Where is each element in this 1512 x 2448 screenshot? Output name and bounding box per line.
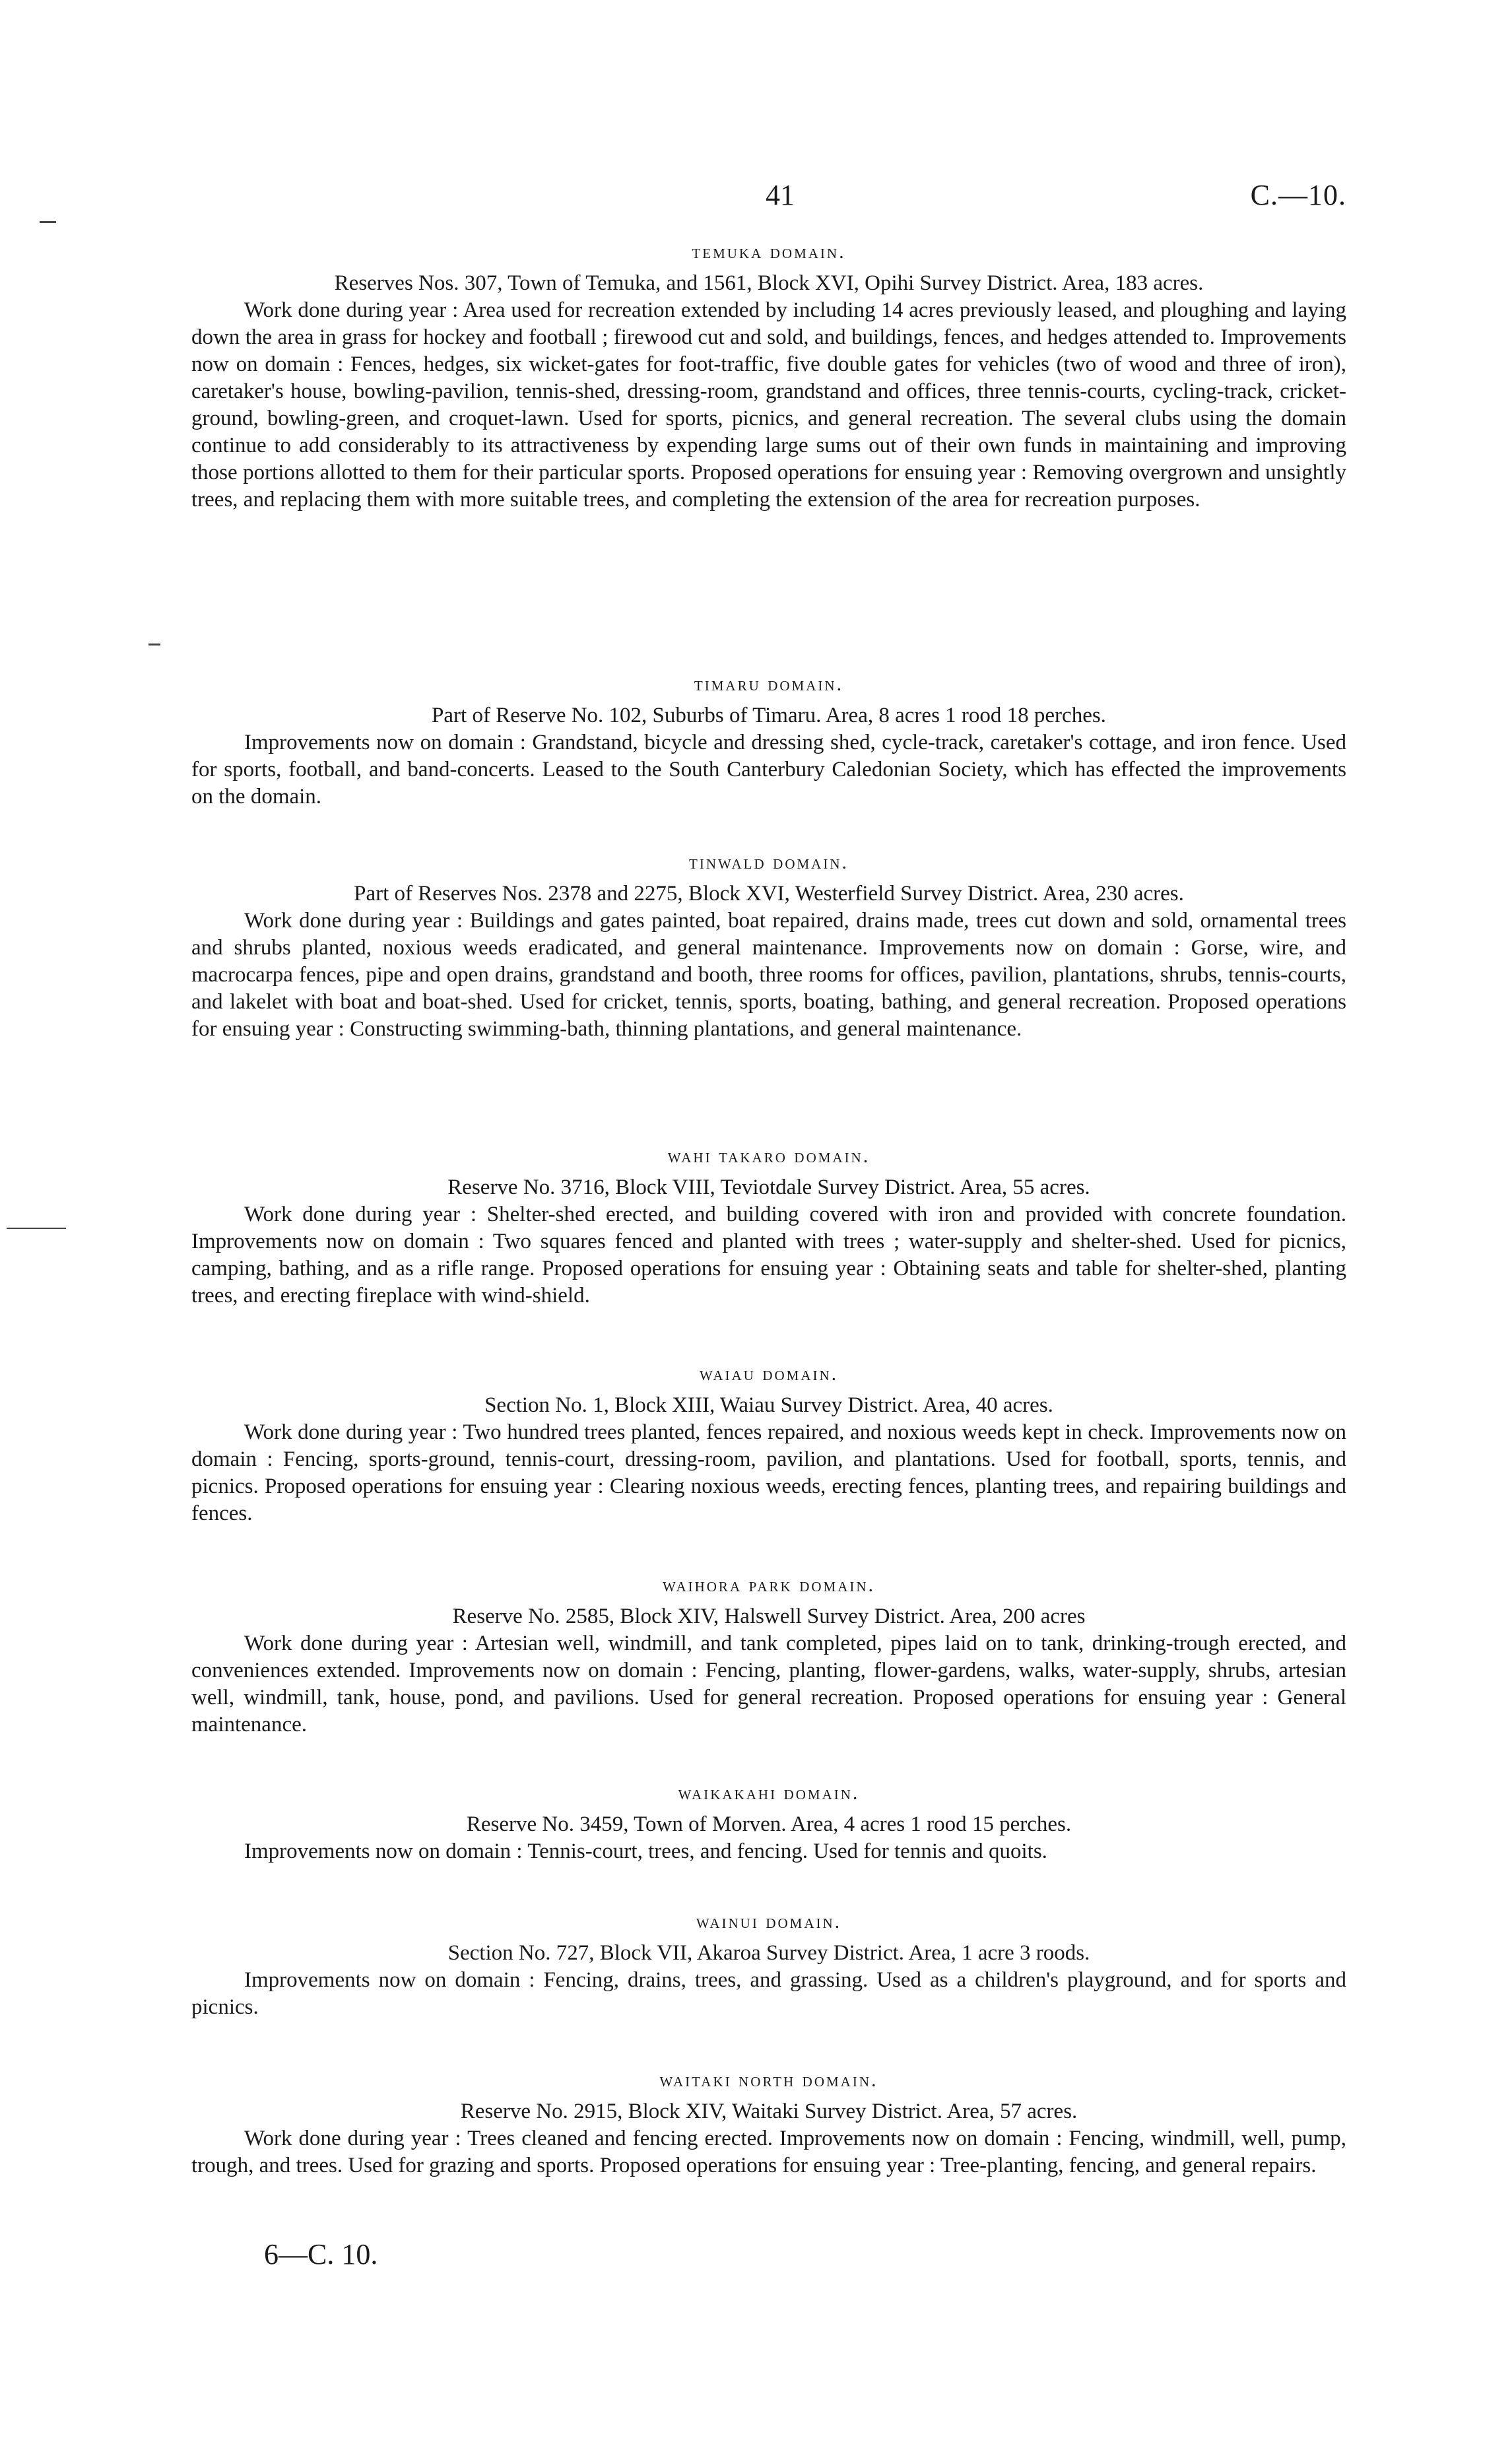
margin-mark: [40, 221, 56, 223]
section-body: Work done during year : Artesian well, windmill, and tank completed, pipes laid on to tank, drinking-trough erected, and conveniences extended. Improvements now on domain : Fencing, planting, flower-gardens, walks, water-supply, shrubs, artesian well, windmill, tank, house, pond, and pavilions. Used for general recreation. Proposed operations for ensuing year : General maintenance.: [191, 1632, 1346, 1737]
reserve-line: Section No. 1, Block XIII, Waiau Survey District. Area, 40 acres.: [484, 1393, 1053, 1417]
footer-signature: 6—C. 10.: [264, 2238, 378, 2270]
reserve-line: Part of Reserves Nos. 2378 and 2275, Block XVI, Westerfield Survey District. Area, 230 acres.: [354, 882, 1184, 906]
section-title: wahi takaro domain.: [667, 1145, 871, 1167]
reserve-line: Reserve No. 2915, Block XIV, Waitaki Survey District. Area, 57 acres.: [460, 2100, 1078, 2123]
section-waiau: [191, 1363, 1346, 1527]
section-title: waitaki north domain.: [659, 2069, 878, 2091]
document-reference: C.—10.: [1250, 179, 1346, 211]
reserve-line: Reserve No. 3716, Block VIII, Teviotdale Survey District. Area, 55 acres.: [447, 1175, 1090, 1199]
section-body: Work done during year : Area used for recreation extended by including 14 acres previously leased, and ploughing and laying down the area in grass for hockey and football ; firewood cut and sold, and buildings, fences, and hedges attended to. Improvements now on domain : Fences, hedges, six wicket-gates for foot-traffic, five double gates for vehicles (two of wood and three of iron), caretaker's house, bowling-pavilion, tennis-shed, dressing-room, grandstand and offices, three tennis-courts, cycling-track, cricket-ground, bowling-green, and croquet-lawn. Used for sports, picnics, and general recreation. The several clubs using the domain continue to add considerably to its attractiveness by expending large sums out of their own funds in maintaining and improving those portions allotted to them for their particular sports. Proposed operations for ensuing year : Removing overgrown and unsightly trees, and replacing them with more suitable trees, and completing the extension of the area for recreation purposes.: [191, 298, 1346, 512]
section-body: Work done during year : Shelter-shed erected, and building covered with iron and provided with concrete foundation. Improvements now on domain : Two squares fenced and planted with trees ; water-supply and shelter-shed. Used for picnics, camping, bathing, and as a rifle range. Proposed operations for ensuing year : Obtaining seats and table for shelter-shed, planting trees, and erecting fireplace with wind-shield.: [191, 1203, 1346, 1307]
margin-mark: [148, 644, 160, 645]
section-title: tinwald domain.: [689, 851, 849, 873]
section-tinwald: [191, 851, 1346, 1043]
document-page: [191, 0, 1346, 2448]
section-body: Improvements now on domain : Tennis-court, trees, and fencing. Used for tennis and quoits.: [244, 1839, 1047, 1863]
section-wahi-takaro: [191, 1145, 1346, 1309]
section-title: wainui domain.: [696, 1911, 842, 1933]
section-body: Work done during year : Trees cleaned and fencing erected. Improvements now on domain : Fencing, windmill, well, pump, trough, and trees. Used for grazing and sports. Proposed operations for ensuing year : Tree-planting, fencing, and general repairs.: [191, 2127, 1346, 2177]
section-body: Improvements now on domain : Fencing, drains, trees, and grassing. Used as a children's playground, and for sports and picnics.: [191, 1968, 1346, 2019]
reserve-line: Part of Reserve No. 102, Suburbs of Timaru. Area, 8 acres 1 rood 18 perches.: [432, 704, 1106, 727]
section-body: Work done during year : Two hundred trees planted, fences repaired, and noxious weeds kept in check. Improvements now on domain : Fencing, sports-ground, tennis-court, dressing-room, pavilion, and plantations. Used for football, sports, tennis, and picnics. Proposed operations for ensuing year : Clearing noxious weeds, erecting fences, planting trees, and repairing buildings and fences.: [191, 1420, 1346, 1525]
reserve-line: Reserves Nos. 307, Town of Temuka, and 1561, Block XVI, Opihi Survey District. Area, 183 acres.: [334, 271, 1204, 295]
section-waitaki-north: [191, 2069, 1346, 2179]
section-timaru: [191, 673, 1346, 810]
section-waikakahi: [191, 1782, 1346, 1865]
section-wainui: [191, 1911, 1346, 2021]
margin-mark: [7, 1228, 66, 1229]
section-title: temuka domain.: [692, 241, 846, 263]
section-title: waiau domain.: [699, 1363, 839, 1385]
reserve-line: Reserve No. 3459, Town of Morven. Area, 4 acres 1 rood 15 perches.: [466, 1812, 1072, 1836]
reserve-line: Reserve No. 2585, Block XIV, Halswell Survey District. Area, 200 acres: [452, 1604, 1086, 1628]
section-title: waikakahi domain.: [678, 1782, 860, 1804]
page-number: 41: [766, 179, 795, 211]
section-title: waihora park domain.: [662, 1574, 876, 1596]
section-waihora-park: [191, 1574, 1346, 1738]
section-title: timaru domain.: [694, 673, 844, 695]
section-temuka: [191, 241, 1346, 513]
reserve-line: Section No. 727, Block VII, Akaroa Survey District. Area, 1 acre 3 roods.: [447, 1941, 1090, 1965]
section-body: Improvements now on domain : Grandstand, bicycle and dressing shed, cycle-track, caretaker's cottage, and iron fence. Used for sports, football, and band-concerts. Leased to the South Canterbury Caledonian Society, which has effected the improvements on the domain.: [191, 731, 1346, 809]
section-body: Work done during year : Buildings and gates painted, boat repaired, drains made, trees cut down and sold, ornamental trees and shrubs planted, noxious weeds eradicated, and general maintenance. Improvements now on domain : Gorse, wire, and macrocarpa fences, pipe and open drains, grandstand and booth, three rooms for offices, pavilion, plantations, shrubs, tennis-courts, and lakelet with boat and boat-shed. Used for cricket, tennis, sports, boating, bathing, and general recreation. Proposed operations for ensuing year : Constructing swimming-bath, thinning plantations, and general maintenance.: [191, 909, 1346, 1041]
